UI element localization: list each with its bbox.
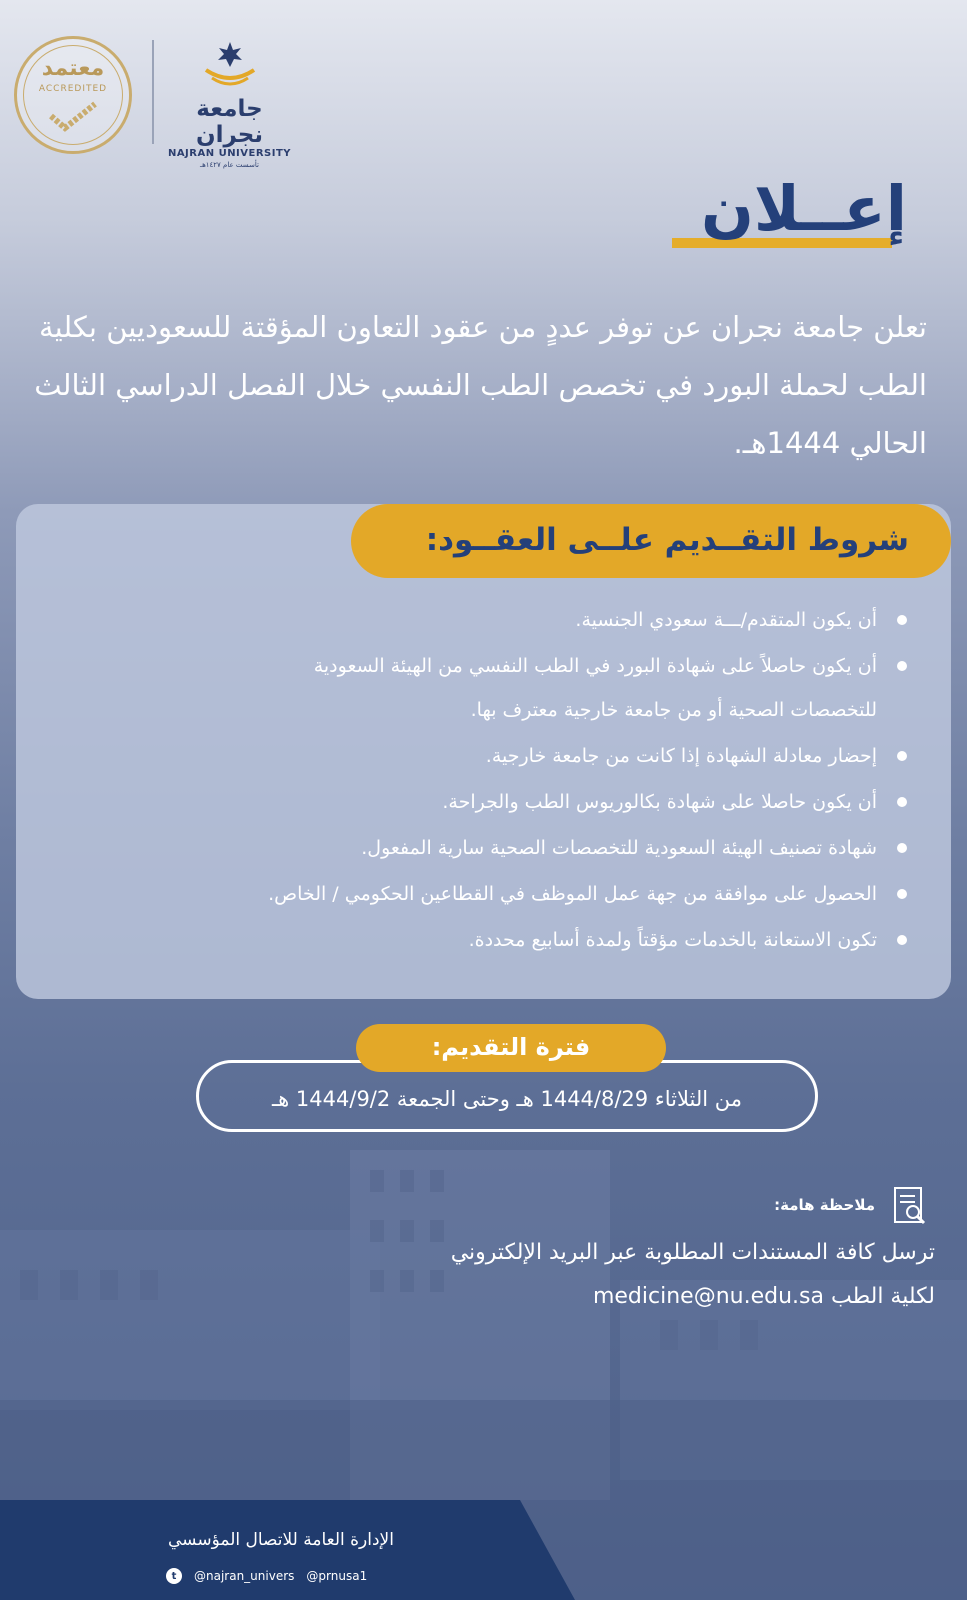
- list-item: إحضار معادلة الشهادة إذا كانت من جامعة خارجية.: [53, 734, 913, 778]
- intro-text: تعلن جامعة نجران عن توفر عددٍ من عقود التعاون المؤقتة للسعوديين بكلية الطب لحملة البورد في تخصص الطب النفسي خلال الفصل الدراسي الثالث الحالي 1444هـ.: [34, 310, 927, 460]
- university-tagline: تأسست عام ١٤٢٧هـ: [200, 161, 259, 169]
- list-item: أن يكون المتقدم/ـــة سعودي الجنسية.: [53, 598, 913, 642]
- accredited-seal: [14, 36, 132, 154]
- list-item-continuation: للتخصصات الصحية أو من جامعة خارجية معترف بها.: [470, 699, 877, 721]
- header-divider: [152, 40, 154, 144]
- twitter-handle-1[interactable]: @najran_univers: [194, 1569, 295, 1583]
- period-dates: من الثلاثاء 1444/8/29 هـ وحتى الجمعة 1444/9/2 هـ: [196, 1060, 818, 1132]
- list-item: الحصول على موافقة من جهة عمل الموظف في القطاعين الحكومي / الخاص.: [53, 872, 913, 916]
- note-line-2: [593, 1284, 935, 1309]
- accredited-label-en: ACCREDITED: [38, 84, 108, 94]
- university-name-en: NAJRAN UNIVERSITY: [167, 148, 292, 159]
- email-link[interactable]: medicine@nu.edu.sa: [592, 1284, 824, 1309]
- conditions-list: [53, 598, 913, 964]
- footer-department: الإدارة العامة للاتصال المؤسسي: [168, 1530, 394, 1550]
- list-item: أن يكون حاصلا على شهادة بكالوريوس الطب والجراحة.: [53, 780, 913, 824]
- note-line-2-prefix: لكلية الطب: [830, 1284, 935, 1309]
- document-search-icon: [893, 1186, 927, 1226]
- list-item: تكون الاستعانة بالخدمات مؤقتاً ولمدة أسابيع محددة.: [53, 918, 913, 962]
- university-name-ar: جامعة نجران: [195, 96, 264, 148]
- page-title: إعــلان: [701, 172, 907, 245]
- note-line-1: ترسل كافة المستندات المطلوبة عبر البريد الإلكتروني: [450, 1240, 935, 1265]
- footer-social: [166, 1568, 367, 1584]
- list-item: أن يكون حاصلاً على شهادة البورد في الطب النفسي من الهيئة السعودية للتخصصات الصحية أو من جامعة خارجية معترف بها.: [53, 644, 913, 732]
- footer-band: [0, 1500, 575, 1600]
- note-title: ملاحظة هامة:: [774, 1196, 875, 1214]
- accredited-label-ar: معتمد: [41, 56, 105, 81]
- list-item: شهادة تصنيف الهيئة السعودية للتخصصات الصحية سارية المفعول.: [53, 826, 913, 870]
- period-heading: فترة التقديم:: [356, 1024, 666, 1072]
- twitter-icon: t: [166, 1568, 182, 1584]
- university-logo: [162, 40, 297, 169]
- star-emblem-icon: [200, 40, 260, 90]
- twitter-handle-2[interactable]: @prnusa1: [306, 1569, 368, 1583]
- conditions-heading: شروط التقــديم علــى العقــود:: [351, 504, 951, 578]
